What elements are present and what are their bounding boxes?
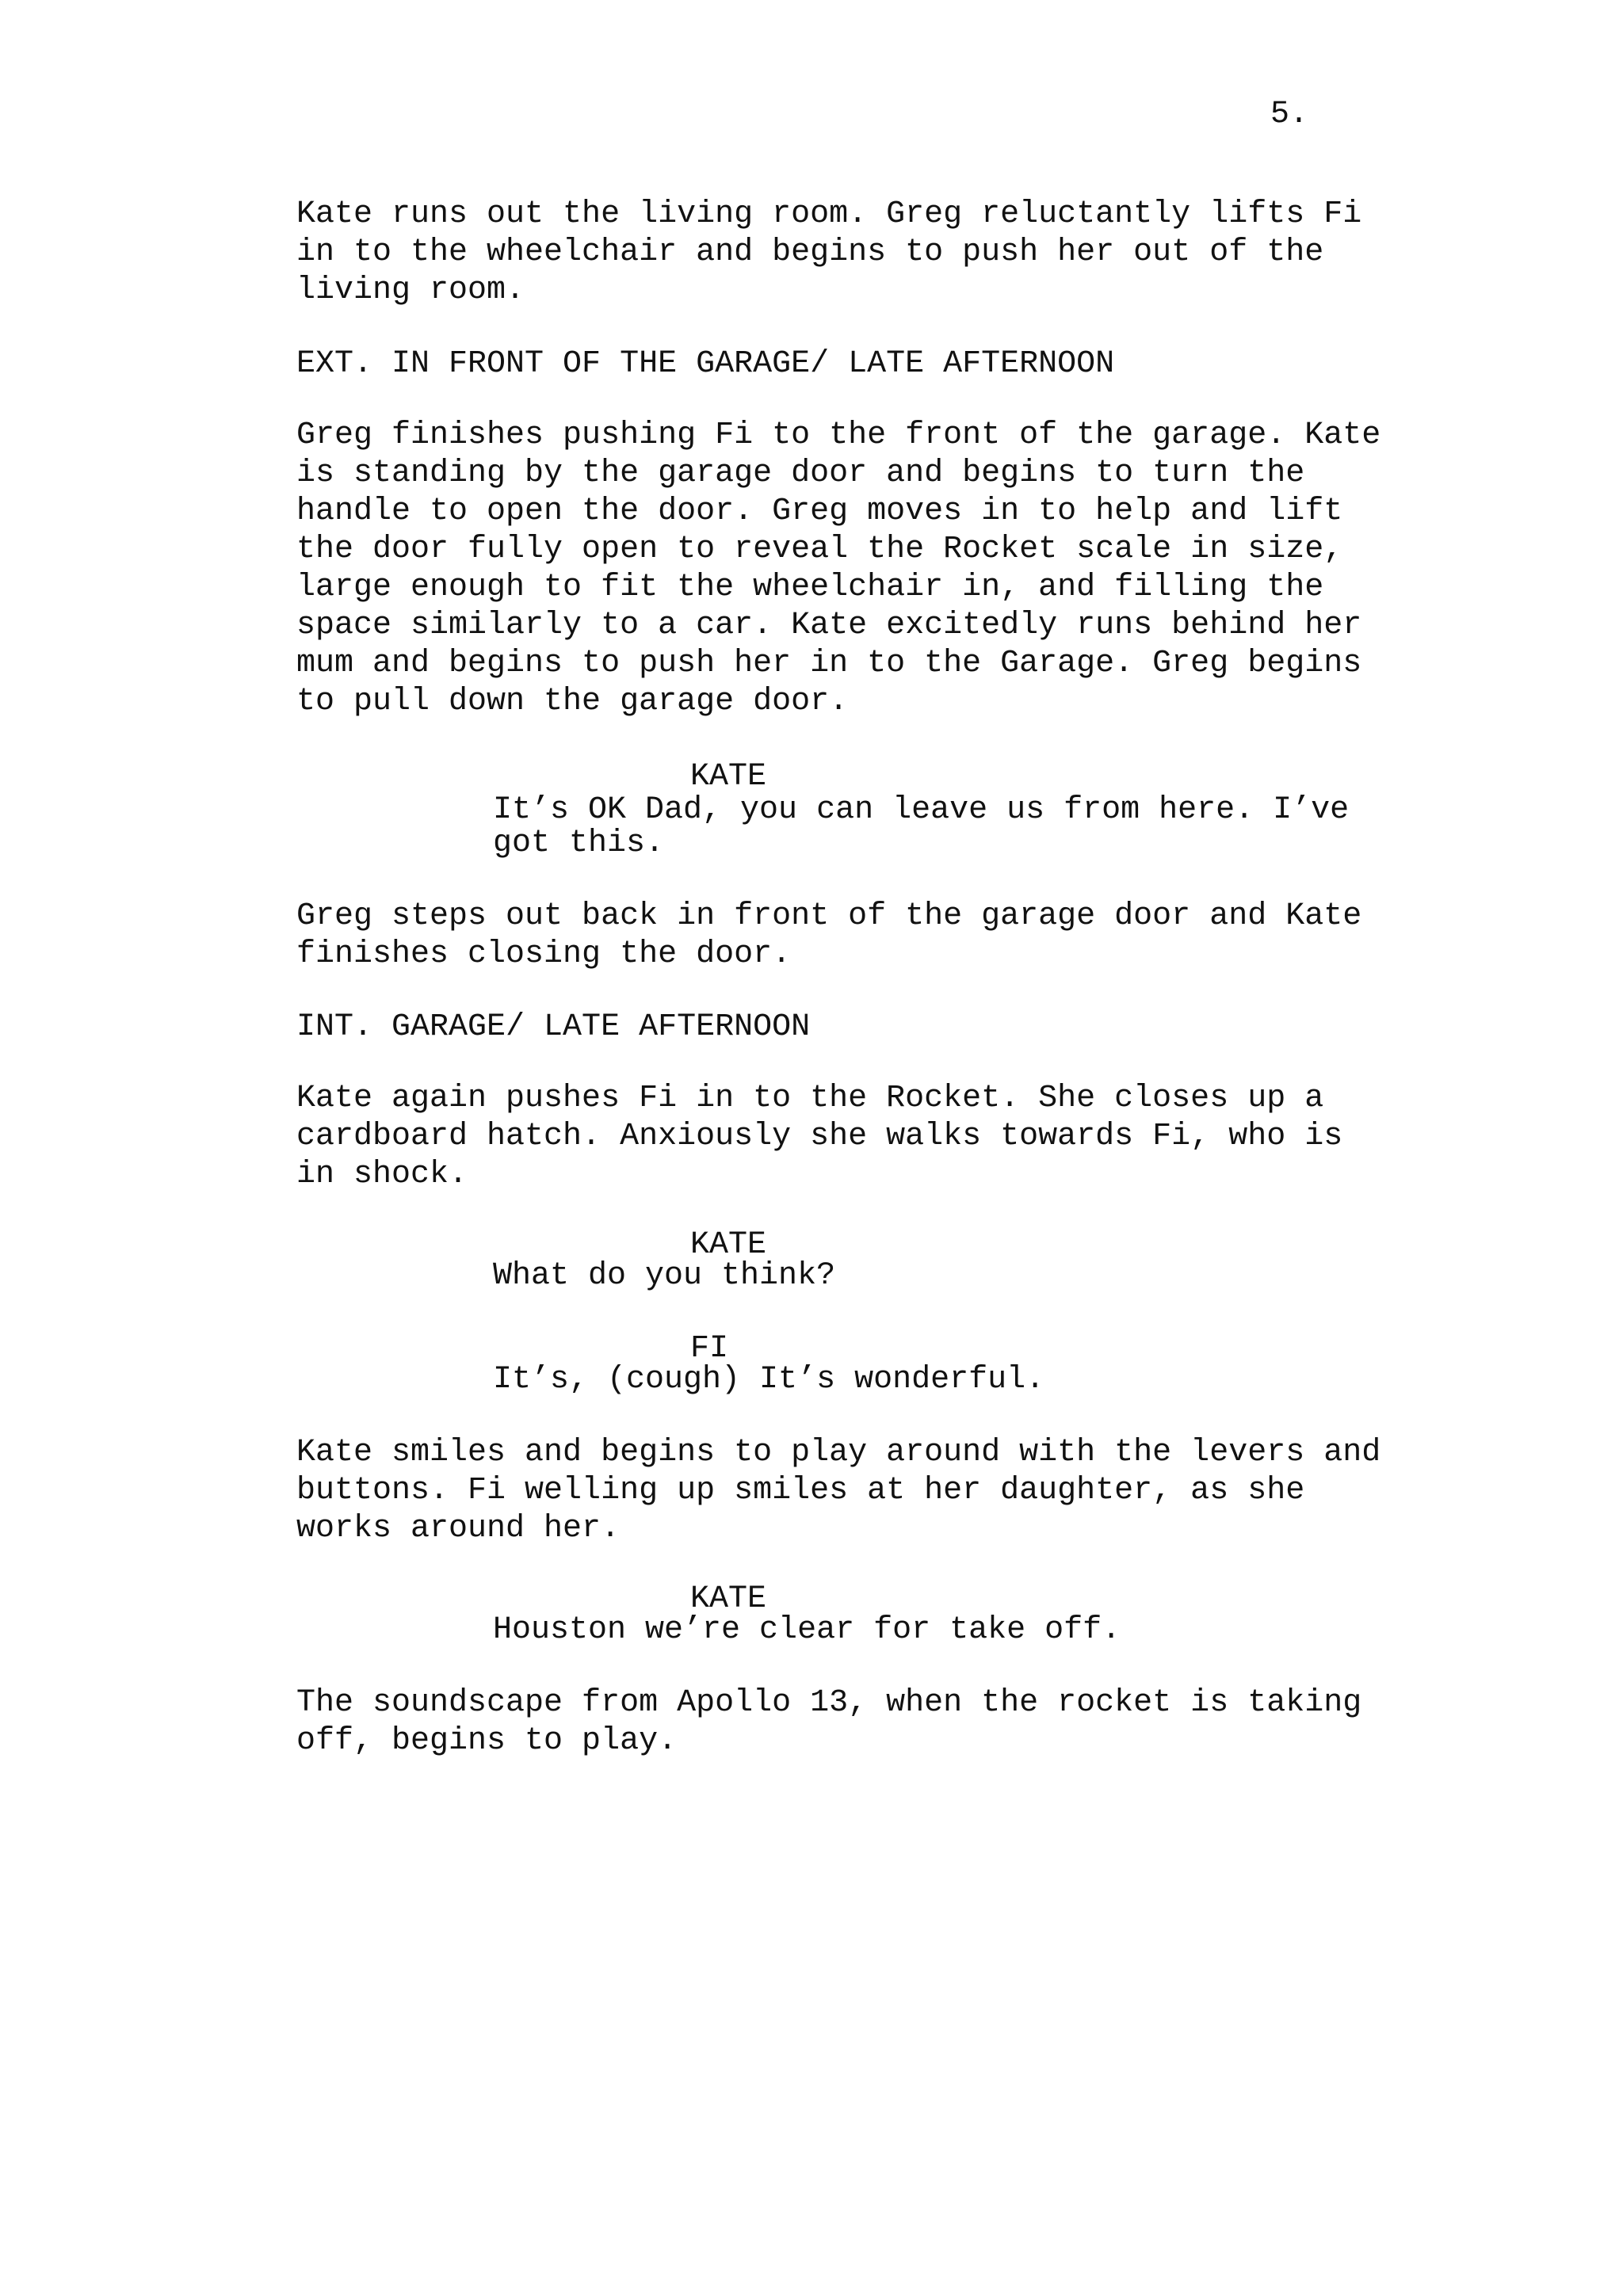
dialogue-line: What do you think? — [493, 1258, 836, 1294]
dialogue-line: Houston we’re clear for take off. — [493, 1612, 1121, 1648]
character-name: KATE — [690, 759, 767, 795]
action-paragraph: Kate again pushes Fi in to the Rocket. She closes up a cardboard hatch. Anxiously she walks towards Fi, who is in shock. — [296, 1081, 1343, 1192]
scene-heading: INT. GARAGE/ LATE AFTERNOON — [296, 1009, 811, 1045]
dialogue-line: It’s, (cough) It’s wonderful. — [493, 1362, 1045, 1398]
action-paragraph: Kate runs out the living room. Greg reluctantly lifts Fi in to the wheelchair and begins to push her out of the living room. — [296, 196, 1362, 308]
character-name: KATE — [690, 1581, 767, 1617]
character-name: FI — [690, 1331, 729, 1367]
dialogue-line: It’s OK Dad, you can leave us from here. I’ve got this. — [493, 792, 1350, 861]
page-number: 5. — [1270, 97, 1309, 132]
action-paragraph: The soundscape from Apollo 13, when the rocket is taking off, begins to play. — [296, 1685, 1362, 1759]
character-name: KATE — [690, 1227, 767, 1263]
scene-heading: EXT. IN FRONT OF THE GARAGE/ LATE AFTERNOON — [296, 346, 1115, 382]
action-paragraph: Greg steps out back in front of the garage door and Kate finishes closing the door. — [296, 898, 1362, 972]
action-paragraph: Kate smiles and begins to play around with the levers and buttons. Fi welling up smiles at her daughter, as she works around her. — [296, 1435, 1381, 1547]
action-paragraph: Greg finishes pushing Fi to the front of the garage. Kate is standing by the garage door and begins to turn the handle to open the door. Greg moves in to help and lift the door fully open to reveal the Rocket scale in size, large enough to fit the wheelchair in, and filling the space similarly to a car. Kate excitedly runs behind her mum and begins to push her in to the Garage. Greg begins to pull down the garage door. — [296, 418, 1381, 719]
